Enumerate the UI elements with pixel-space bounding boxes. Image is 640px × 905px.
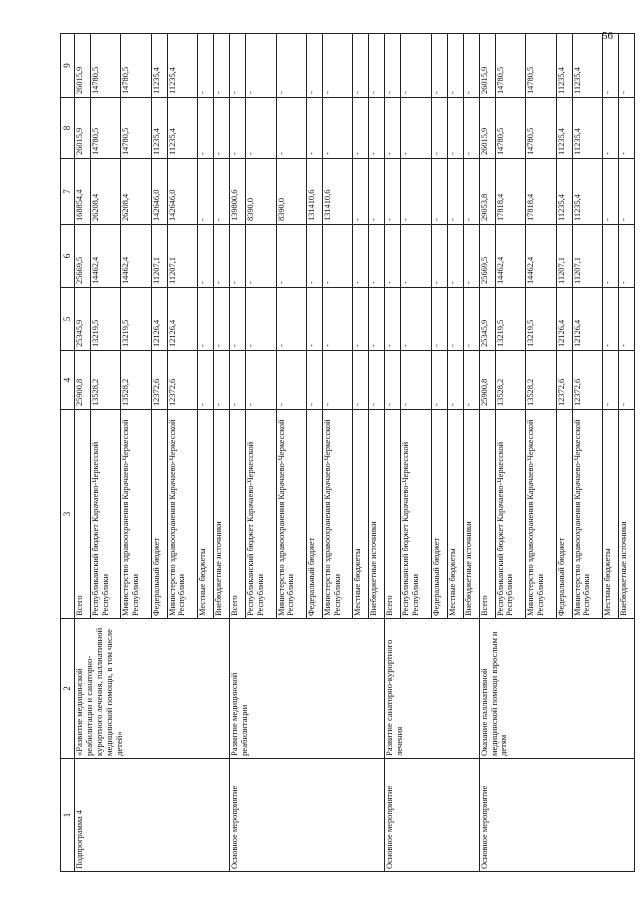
value-cell-col-7: - (431, 159, 447, 225)
value-cell-col-6: 11207,1 (556, 225, 572, 288)
header-col-8: 8 (61, 98, 75, 159)
value-cell-col-9: - (198, 34, 214, 98)
header-col-4: 4 (61, 351, 75, 410)
value-cell-col-4: 13528,2 (90, 351, 120, 410)
value-cell-col-4: - (369, 351, 385, 410)
value-cell-col-8: 26015,9 (75, 98, 91, 159)
funding-source-cell: Федеральный бюджет (556, 410, 572, 619)
value-cell-col-6: - (214, 225, 230, 288)
header-row (61, 34, 75, 872)
block-name-cell: Оказание паллиативной медицинской помощи взрослым и детям (479, 619, 634, 759)
value-cell-col-5: 25345,9 (479, 288, 495, 351)
value-cell-col-8: - (431, 98, 447, 159)
value-cell-col-4: - (463, 351, 479, 410)
rotated-table-container (60, 34, 635, 872)
value-cell-col-7: 8390,0 (246, 159, 276, 225)
value-cell-col-6: - (246, 225, 276, 288)
value-cell-col-7: - (353, 159, 369, 225)
value-cell-col-4: 25900,8 (75, 351, 91, 410)
funding-source-cell: Всего (385, 410, 401, 619)
value-cell-col-8: - (447, 98, 463, 159)
value-cell-col-5: 13219,5 (121, 288, 151, 351)
value-cell-col-5: - (463, 288, 479, 351)
funding-source-cell: Министерство здравоохранения Карачаево-Черкесской Республики (121, 410, 151, 619)
header-col-6: 6 (61, 225, 75, 288)
value-cell-col-7: - (198, 159, 214, 225)
header-col-2: 2 (61, 619, 75, 759)
block-type-cell: Основное мероприятие (385, 759, 479, 872)
funding-source-cell: Всего (230, 410, 246, 619)
value-cell-col-4: 13528,2 (526, 351, 556, 410)
funding-source-cell: Местные бюджеты (198, 410, 214, 619)
value-cell-col-9: 26015,9 (75, 34, 91, 98)
value-cell-col-7: 26208,4 (90, 159, 120, 225)
value-cell-col-4: 12372,6 (556, 351, 572, 410)
funding-source-cell: Всего (75, 410, 91, 619)
value-cell-col-9: - (602, 34, 618, 98)
value-cell-col-4: - (276, 351, 306, 410)
value-cell-col-5: 12126,4 (556, 288, 572, 351)
value-cell-col-5: - (431, 288, 447, 351)
value-cell-col-8: - (385, 98, 401, 159)
value-cell-col-4: - (401, 351, 431, 410)
funding-source-cell: Местные бюджеты (447, 410, 463, 619)
value-cell-col-4: - (618, 351, 634, 410)
value-cell-col-6: 14462,4 (121, 225, 151, 288)
funding-source-cell: Федеральный бюджет (151, 410, 167, 619)
value-cell-col-5: 12126,4 (572, 288, 602, 351)
funding-source-cell: Местные бюджеты (602, 410, 618, 619)
value-cell-col-5: 12126,4 (151, 288, 167, 351)
value-cell-col-5: - (602, 288, 618, 351)
value-cell-col-8: 11235,4 (167, 98, 197, 159)
value-cell-col-7: - (447, 159, 463, 225)
value-cell-col-8: - (276, 98, 306, 159)
value-cell-col-7: 17818,4 (495, 159, 525, 225)
value-cell-col-5: 12126,4 (167, 288, 197, 351)
block-type-cell: Основное мероприятие (230, 759, 385, 872)
value-cell-col-8: - (401, 98, 431, 159)
value-cell-col-4: 13528,2 (495, 351, 525, 410)
value-cell-col-7: - (401, 159, 431, 225)
value-cell-col-7: - (214, 159, 230, 225)
value-cell-col-8: - (353, 98, 369, 159)
value-cell-col-6: 11207,1 (572, 225, 602, 288)
funding-source-cell: Федеральный бюджет (431, 410, 447, 619)
value-cell-col-8: 14780,5 (121, 98, 151, 159)
value-cell-col-5: 13219,5 (526, 288, 556, 351)
value-cell-col-9: - (463, 34, 479, 98)
value-cell-col-6: 11207,1 (167, 225, 197, 288)
value-cell-col-7: 139800,6 (230, 159, 246, 225)
funding-source-cell: Республиканский бюджет Карачаево-Черкесской Республики (495, 410, 525, 619)
value-cell-col-5: 13219,5 (90, 288, 120, 351)
value-cell-col-7: - (385, 159, 401, 225)
value-cell-col-4: - (602, 351, 618, 410)
table-row (385, 34, 401, 872)
value-cell-col-8: - (198, 98, 214, 159)
value-cell-col-4: 25900,8 (479, 351, 495, 410)
header-col-7: 7 (61, 159, 75, 225)
value-cell-col-5: - (230, 288, 246, 351)
value-cell-col-6: - (353, 225, 369, 288)
value-cell-col-7: 168854,4 (75, 159, 91, 225)
value-cell-col-9: - (401, 34, 431, 98)
value-cell-col-5: - (198, 288, 214, 351)
funding-source-cell: Внебюджетные источники (463, 410, 479, 619)
value-cell-col-4: - (323, 351, 353, 410)
value-cell-col-6: - (307, 225, 323, 288)
value-cell-col-6: - (618, 225, 634, 288)
value-cell-col-8: 14780,5 (495, 98, 525, 159)
budget-table (60, 33, 635, 872)
funding-source-cell: Министерство здравоохранения Карачаево-Черкесской Республики (276, 410, 306, 619)
value-cell-col-8: 14780,5 (526, 98, 556, 159)
value-cell-col-9: - (307, 34, 323, 98)
value-cell-col-8: - (246, 98, 276, 159)
value-cell-col-9: - (276, 34, 306, 98)
value-cell-col-6: 11207,1 (151, 225, 167, 288)
value-cell-col-8: - (369, 98, 385, 159)
value-cell-col-8: 11235,4 (151, 98, 167, 159)
value-cell-col-5: 13219,5 (495, 288, 525, 351)
block-name-cell: Развитие санаторно-курортного лечения (385, 619, 479, 759)
funding-source-cell: Республиканский бюджет Карачаево-Черкесской Республики (401, 410, 431, 619)
value-cell-col-4: - (447, 351, 463, 410)
value-cell-col-4: - (353, 351, 369, 410)
value-cell-col-8: - (323, 98, 353, 159)
value-cell-col-8: - (214, 98, 230, 159)
funding-source-cell: Министерство здравоохранения Карачаево-Черкесской Республики (167, 410, 197, 619)
value-cell-col-9: - (353, 34, 369, 98)
value-cell-col-5: - (214, 288, 230, 351)
funding-source-cell: Министерство здравоохранения Карачаево-Черкесской Республики (323, 410, 353, 619)
value-cell-col-7: 26208,4 (121, 159, 151, 225)
funding-source-cell: Всего (479, 410, 495, 619)
value-cell-col-8: 26015,9 (479, 98, 495, 159)
value-cell-col-5: - (369, 288, 385, 351)
block-type-cell: Подпрограмма 4 (75, 759, 230, 872)
value-cell-col-4: 12372,6 (151, 351, 167, 410)
value-cell-col-7: 17818,4 (526, 159, 556, 225)
value-cell-col-7: 142646,0 (167, 159, 197, 225)
value-cell-col-9: 14780,5 (121, 34, 151, 98)
value-cell-col-7: 11235,4 (556, 159, 572, 225)
header-col-9: 9 (61, 34, 75, 98)
block-name-cell: Развитие медицинской реабилитации (230, 619, 385, 759)
value-cell-col-6: - (431, 225, 447, 288)
value-cell-col-8: - (307, 98, 323, 159)
value-cell-col-9: - (447, 34, 463, 98)
value-cell-col-7: 11235,4 (572, 159, 602, 225)
value-cell-col-6: 25669,5 (75, 225, 91, 288)
value-cell-col-6: - (323, 225, 353, 288)
value-cell-col-9: - (214, 34, 230, 98)
value-cell-col-9: - (246, 34, 276, 98)
funding-source-cell: Внебюджетные источники (618, 410, 634, 619)
value-cell-col-9: 14780,5 (526, 34, 556, 98)
value-cell-col-8: 11235,4 (572, 98, 602, 159)
value-cell-col-7: 131410,6 (307, 159, 323, 225)
value-cell-col-8: - (618, 98, 634, 159)
value-cell-col-9: - (230, 34, 246, 98)
funding-source-cell: Федеральный бюджет (307, 410, 323, 619)
value-cell-col-5: - (323, 288, 353, 351)
value-cell-col-8: 11235,4 (556, 98, 572, 159)
value-cell-col-4: - (214, 351, 230, 410)
value-cell-col-9: - (369, 34, 385, 98)
value-cell-col-6: - (447, 225, 463, 288)
value-cell-col-7: 131410,6 (323, 159, 353, 225)
value-cell-col-9: 11235,4 (556, 34, 572, 98)
value-cell-col-6: 14462,4 (90, 225, 120, 288)
funding-source-cell: Местные бюджеты (353, 410, 369, 619)
value-cell-col-7: 29053,8 (479, 159, 495, 225)
value-cell-col-5: - (618, 288, 634, 351)
value-cell-col-6: 14462,4 (495, 225, 525, 288)
value-cell-col-6: - (230, 225, 246, 288)
value-cell-col-6: - (369, 225, 385, 288)
value-cell-col-9: 11235,4 (572, 34, 602, 98)
value-cell-col-7: - (602, 159, 618, 225)
funding-source-cell: Республиканский бюджет Карачаево-Черкесской Республики (90, 410, 120, 619)
value-cell-col-7: - (369, 159, 385, 225)
value-cell-col-4: - (385, 351, 401, 410)
value-cell-col-9: 11235,4 (151, 34, 167, 98)
value-cell-col-5: - (385, 288, 401, 351)
value-cell-col-9: - (618, 34, 634, 98)
page-number: 56 (602, 30, 613, 42)
value-cell-col-9: 14780,5 (495, 34, 525, 98)
value-cell-col-9: 14780,5 (90, 34, 120, 98)
value-cell-col-6: - (463, 225, 479, 288)
value-cell-col-4: 13528,2 (121, 351, 151, 410)
funding-source-cell: Министерство здравоохранения Карачаево-Черкесской Республики (526, 410, 556, 619)
funding-source-cell: Внебюджетные источники (214, 410, 230, 619)
value-cell-col-8: - (602, 98, 618, 159)
value-cell-col-5: - (276, 288, 306, 351)
value-cell-col-5: - (307, 288, 323, 351)
value-cell-col-4: - (246, 351, 276, 410)
value-cell-col-6: - (401, 225, 431, 288)
value-cell-col-7: 142646,0 (151, 159, 167, 225)
value-cell-col-4: - (307, 351, 323, 410)
table-row (230, 34, 246, 872)
value-cell-col-5: - (246, 288, 276, 351)
value-cell-col-8: - (230, 98, 246, 159)
value-cell-col-5: - (447, 288, 463, 351)
value-cell-col-4: 12372,6 (167, 351, 197, 410)
header-col-3: 3 (61, 410, 75, 619)
value-cell-col-4: - (230, 351, 246, 410)
table-row (75, 34, 91, 872)
value-cell-col-6: - (276, 225, 306, 288)
value-cell-col-6: - (602, 225, 618, 288)
value-cell-col-9: 11235,4 (167, 34, 197, 98)
value-cell-col-7: - (618, 159, 634, 225)
value-cell-col-6: 14462,4 (526, 225, 556, 288)
block-type-cell: Основное мероприятие (479, 759, 634, 872)
value-cell-col-9: - (431, 34, 447, 98)
value-cell-col-8: - (463, 98, 479, 159)
value-cell-col-4: - (431, 351, 447, 410)
funding-source-cell: Министерство здравоохранения Карачаево-Черкесской Республики (572, 410, 602, 619)
value-cell-col-6: - (385, 225, 401, 288)
value-cell-col-7: 8390,0 (276, 159, 306, 225)
funding-source-cell: Внебюджетные источники (369, 410, 385, 619)
header-col-5: 5 (61, 288, 75, 351)
value-cell-col-5: - (401, 288, 431, 351)
block-name-cell: «Развитие медицинской реабилитации и санаторно-курортного лечения, паллиативной медицинской помощи, в том числе детей» (75, 619, 230, 759)
value-cell-col-9: 26015,9 (479, 34, 495, 98)
value-cell-col-4: 12372,6 (572, 351, 602, 410)
table-body (75, 34, 635, 872)
value-cell-col-6: - (198, 225, 214, 288)
value-cell-col-9: - (385, 34, 401, 98)
value-cell-col-7: - (463, 159, 479, 225)
value-cell-col-6: 25669,5 (479, 225, 495, 288)
funding-source-cell: Республиканский бюджет Карачаево-Черкесской Республики (246, 410, 276, 619)
value-cell-col-9: - (323, 34, 353, 98)
value-cell-col-8: 14780,5 (90, 98, 120, 159)
table-row (479, 34, 495, 872)
value-cell-col-5: 25345,9 (75, 288, 91, 351)
value-cell-col-4: - (198, 351, 214, 410)
header-col-1: 1 (61, 759, 75, 872)
value-cell-col-5: - (353, 288, 369, 351)
